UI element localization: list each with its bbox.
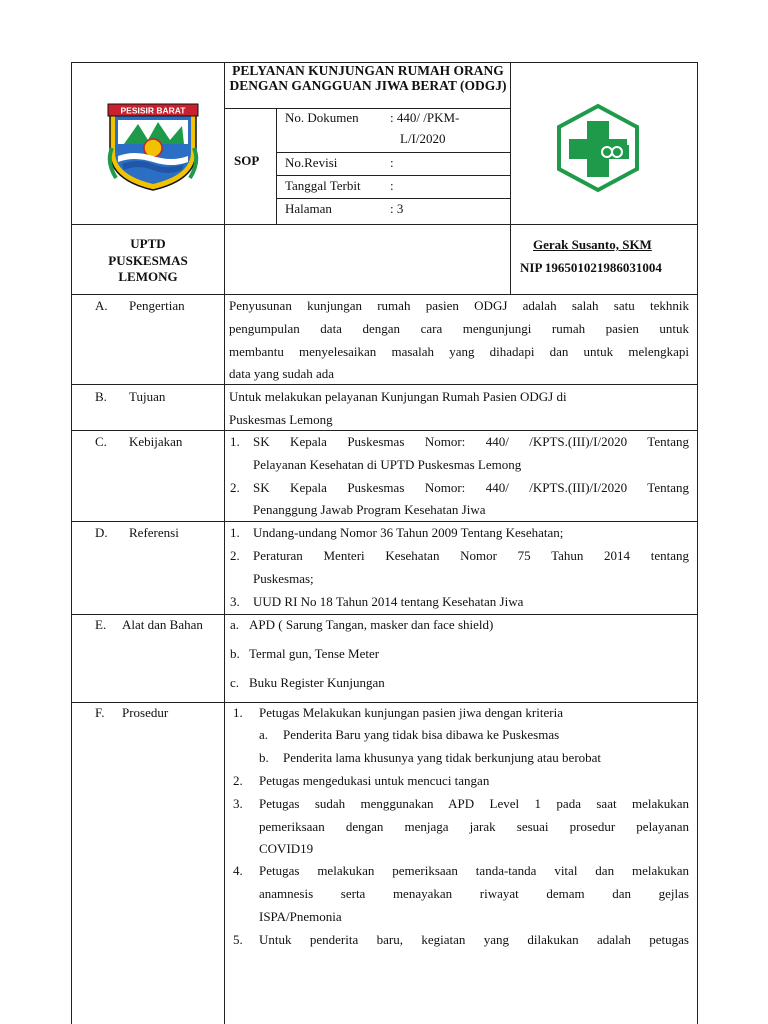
section-a-line-4: data yang sudah ada (229, 366, 335, 381)
section-f-letter: F. (95, 705, 105, 720)
kebijakan-item-1-line-1: SK Kepala Puskesmas Nomor: 440/ /KPTS.(III)/I/2020 Tentang (253, 434, 689, 449)
emblem-banner-text: PESISIR BARAT (120, 105, 186, 116)
prosedur-item-4-line-2: anamnesis serta menayakan riwayat demam dan gejlas (259, 886, 689, 901)
meta-value-halaman: : 3 (390, 201, 404, 216)
referensi-item-2-line-2: Puskesmas; (253, 571, 314, 586)
signer-nip: NIP 196501021986031004 (520, 260, 662, 275)
column-divider-logo (510, 62, 511, 294)
section-d-letter: D. (95, 525, 108, 540)
meta-value-tanggal-terbit: : (390, 178, 394, 193)
section-f-label: Prosedur (122, 705, 169, 720)
meta-label-no-revisi: No.Revisi (285, 155, 338, 170)
section-a-line-1: Penyusunan kunjungan rumah pasien ODGJ adalah salah satu tekhnik (229, 298, 689, 313)
kebijakan-item-1-number: 1. (230, 434, 240, 449)
referensi-item-2-line-1: Peraturan Menteri Kesehatan Nomor 75 Tahun 2014 tentang (253, 548, 689, 563)
meta-label-tanggal-terbit: Tanggal Terbit (285, 178, 361, 193)
alat-item-c-text: Buku Register Kunjungan (249, 675, 385, 690)
meta-value-no-dokumen: : 440/ /PKM- (390, 110, 460, 125)
section-a-label: Pengertian (129, 298, 185, 313)
alat-item-b-text: Termal gun, Tense Meter (249, 646, 380, 661)
table-border-right (697, 62, 698, 1024)
table-divider-header (71, 224, 697, 225)
section-b-line-1: Untuk melakukan pelayanan Kunjungan Rumah Pasien ODGJ di (229, 389, 567, 404)
alat-item-a-text: APD ( Sarung Tangan, masker dan face shield) (249, 617, 494, 632)
prosedur-item-3-line-2: pemeriksaan dengan menjaga jarak sesuai prosedur pelayanan (259, 819, 689, 834)
prosedur-item-3-number: 3. (233, 796, 243, 811)
prosedur-item-1-line-1: Petugas Melakukan kunjungan pasien jiwa dengan kriteria (259, 705, 563, 720)
section-b-line-2: Puskesmas Lemong (229, 412, 333, 427)
org-line-2: PUSKESMAS (108, 253, 188, 268)
section-b-letter: B. (95, 389, 107, 404)
kebijakan-item-1-line-2: Pelayanan Kesehatan di UPTD Puskesmas Lemong (253, 457, 522, 472)
prosedur-item-4-line-1: Petugas melakukan pemeriksaan tanda-tanda vital dan melakukan (259, 863, 689, 878)
org-line-1: UPTD (130, 236, 166, 251)
meta-value-no-revisi: : (390, 155, 394, 170)
section-e-letter: E. (95, 617, 107, 632)
alat-item-c-letter: c. (230, 675, 240, 690)
section-d-label: Referensi (129, 525, 179, 540)
prosedur-item-3-line-1: Petugas sudah menggunakan APD Level 1 pada saat melakukan (259, 796, 689, 811)
referensi-item-1-line-1: Undang-undang Nomor 36 Tahun 2009 Tentang Kesehatan; (253, 525, 564, 540)
kebijakan-item-2-line-1: SK Kepala Puskesmas Nomor: 440/ /KPTS.(III)/I/2020 Tentang (253, 480, 689, 495)
sop-column-divider (276, 108, 277, 224)
prosedur-item-2-line-1: Petugas mengedukasi untuk mencuci tangan (259, 773, 490, 788)
section-a-line-2: pengumpulan data dengan cara mengunjungi rumah pasien untuk (229, 321, 689, 336)
prosedur-subitem-b-text: Penderita lama khusunya yang tidak berkunjung atau berobat (283, 750, 602, 765)
puskesmas-logo-icon (555, 103, 641, 193)
sop-label: SOP (234, 153, 260, 168)
kebijakan-item-2-number: 2. (230, 480, 240, 495)
meta-value-no-dokumen-cont: L/I/2020 (400, 131, 446, 146)
section-a-letter: A. (95, 298, 108, 313)
referensi-item-3-number: 3. (230, 594, 240, 609)
section-e-label: Alat dan Bahan (122, 617, 203, 632)
meta-label-no-dokumen: No. Dokumen (285, 110, 359, 125)
prosedur-item-2-number: 2. (233, 773, 243, 788)
prosedur-item-5-line-1: Untuk penderita baru, kegiatan yang dilakukan adalah petugas (259, 932, 689, 947)
referensi-item-3-line-1: UUD RI No 18 Tahun 2014 tentang Kesehatan Jiwa (253, 594, 524, 609)
prosedur-item-3-line-3: COVID19 (259, 841, 314, 856)
signer-name: Gerak Susanto, SKM (533, 237, 652, 252)
alat-item-a-letter: a. (230, 617, 240, 632)
column-divider (224, 62, 225, 1024)
alat-item-b-letter: b. (230, 646, 240, 661)
section-b-label: Tujuan (129, 389, 166, 404)
table-border-left (71, 62, 72, 1024)
prosedur-subitem-a-letter: a. (259, 727, 269, 742)
prosedur-subitem-b-letter: b. (259, 750, 269, 765)
section-c-letter: C. (95, 434, 107, 449)
meta-label-halaman: Halaman (285, 201, 332, 216)
prosedur-item-4-number: 4. (233, 863, 243, 878)
title-bottom-line (224, 108, 510, 109)
kebijakan-item-2-line-2: Penanggung Jawab Program Kesehatan Jiwa (253, 502, 486, 517)
document-title: PELYANAN KUNJUNGAN RUMAH ORANG DENGAN GANGGUAN JIWA BERAT (ODGJ) (229, 63, 507, 93)
section-c-label: Kebijakan (129, 434, 183, 449)
prosedur-item-5-number: 5. (233, 932, 243, 947)
referensi-item-1-number: 1. (230, 525, 240, 540)
referensi-item-2-number: 2. (230, 548, 240, 563)
section-a-line-3: membantu menyelesaikan masalah yang dihadapi dan untuk melengkapi (229, 344, 689, 359)
prosedur-subitem-a-text: Penderita Baru yang tidak bisa dibawa ke Puskesmas (283, 727, 560, 742)
pesisir-barat-emblem-icon (104, 100, 202, 192)
prosedur-item-1-number: 1. (233, 705, 243, 720)
prosedur-item-4-line-3: ISPA/Pnemonia (259, 909, 342, 924)
org-line-3: LEMONG (118, 269, 178, 284)
